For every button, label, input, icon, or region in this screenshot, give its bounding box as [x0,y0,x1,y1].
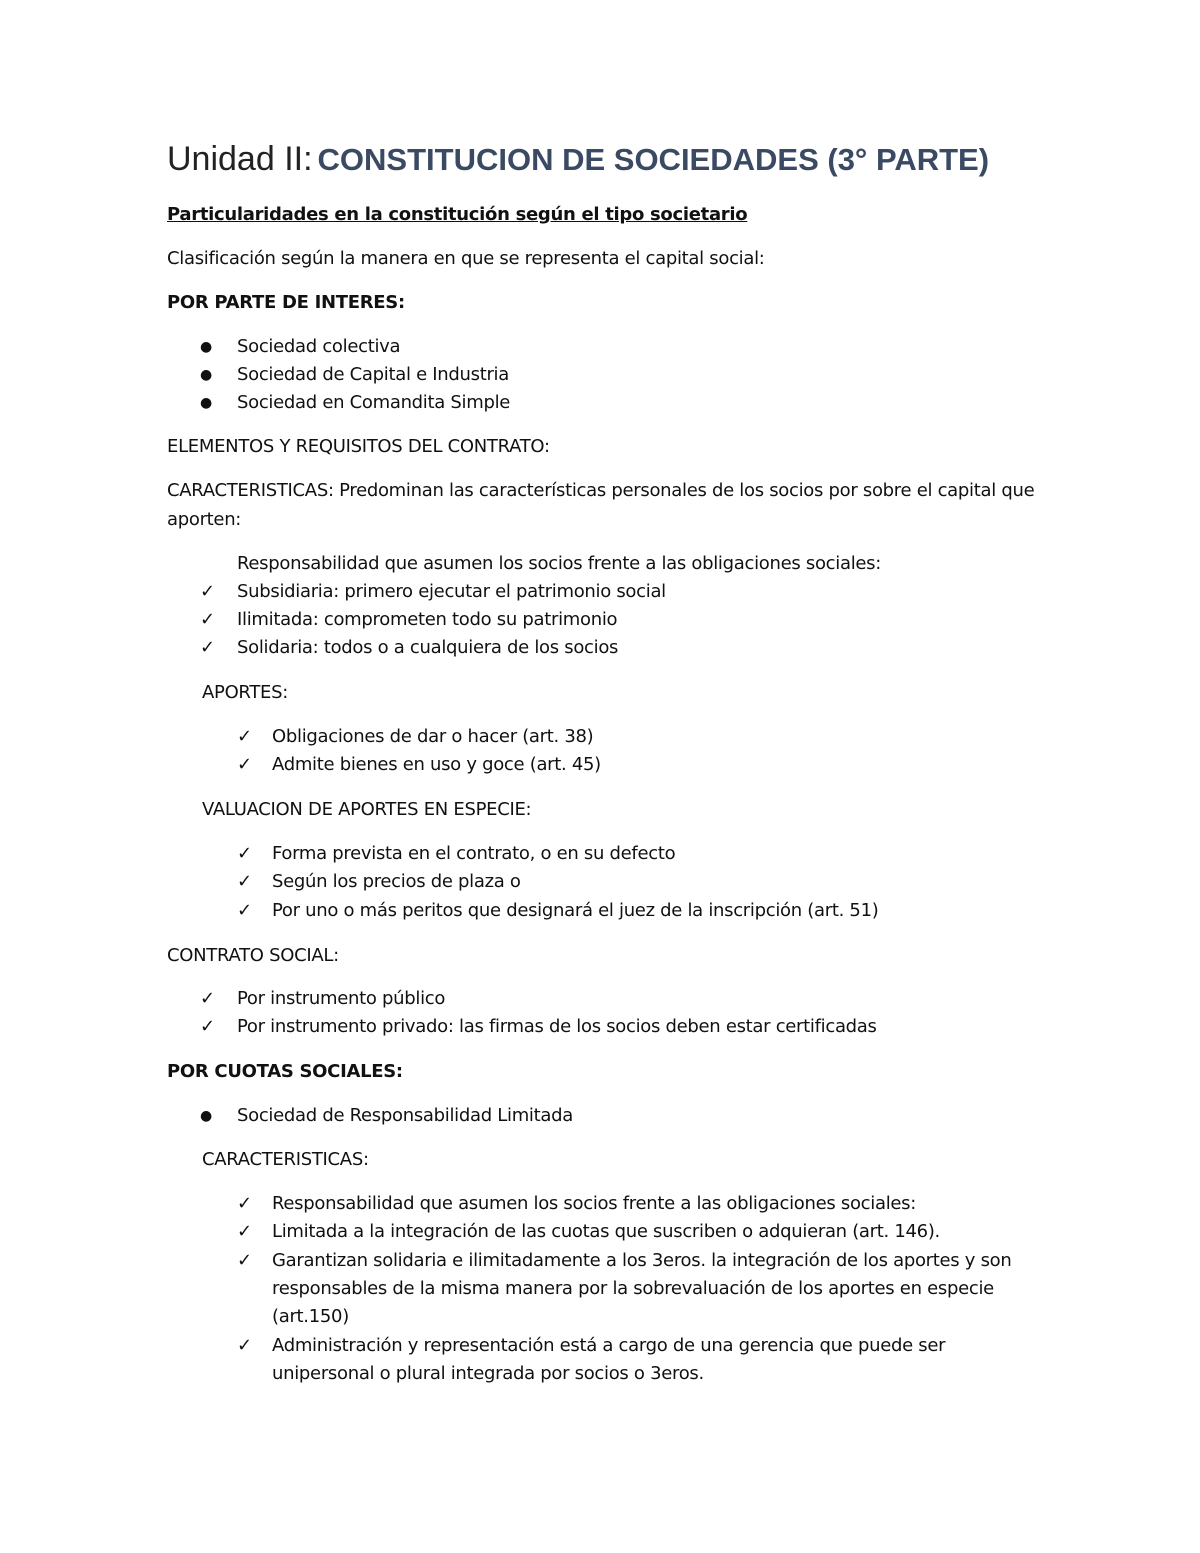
caracteristicas-line-1: CARACTERISTICAS: Predominan las características personales de los socios por sobre el capital que [167,480,1035,501]
heading-valuacion: VALUACION DE APORTES EN ESPECIE: [202,799,532,820]
list-item: Subsidiaria: primero ejecutar el patrimonio social [237,581,666,602]
checkmark-icon: ✓ [200,637,216,658]
checkmark-icon: ✓ [237,1221,253,1242]
list-item: Sociedad de Capital e Industria [237,364,509,385]
checkmark-icon: ✓ [237,900,253,921]
heading-por-cuotas-sociales: POR CUOTAS SOCIALES: [167,1061,403,1082]
page-title [167,140,989,179]
list-item: Solidaria: todos o a cualquiera de los socios [237,637,619,658]
list-item: Garantizan solidaria e ilimitadamente a los 3eros. la integración de los aportes y son [272,1250,1012,1271]
caracteristicas-line-2: aporten: [167,509,242,530]
heading-elementos: ELEMENTOS Y REQUISITOS DEL CONTRATO: [167,436,550,457]
list-item-continuation: responsables de la misma manera por la sobrevaluación de los aportes en especie [272,1278,994,1299]
checkmark-icon: ✓ [237,1335,253,1356]
heading-por-parte-interes: POR PARTE DE INTERES: [167,292,405,313]
checkmark-icon: ✓ [237,754,253,775]
checkmark-icon: ✓ [200,609,216,630]
list-item-continuation: (art.150) [272,1306,349,1327]
section-subtitle: Particularidades en la constitución según el tipo societario [167,204,748,225]
checkmark-icon: ✓ [237,1250,253,1271]
checkmark-icon: ✓ [200,581,216,602]
bullet-icon: ● [200,395,213,411]
list-item: Administración y representación está a cargo de una gerencia que puede ser [272,1335,946,1356]
list-item: Por instrumento público [237,988,446,1009]
checkmark-icon: ✓ [237,843,253,864]
title-prefix: Unidad II: [167,140,313,178]
checkmark-icon: ✓ [200,1016,216,1037]
list-item: Admite bienes en uso y goce (art. 45) [272,754,601,775]
list-item: Por instrumento privado: las firmas de los socios deben estar certificadas [237,1016,877,1037]
list-item: Según los precios de plaza o [272,871,521,892]
checkmark-icon: ✓ [237,1193,253,1214]
heading-caracteristicas-srl: CARACTERISTICAS: [202,1149,369,1170]
list-item: Por uno o más peritos que designará el juez de la inscripción (art. 51) [272,900,879,921]
bullet-icon: ● [200,339,213,355]
bullet-icon: ● [200,1108,213,1124]
list-item: Sociedad en Comandita Simple [237,392,511,413]
heading-contrato-social: CONTRATO SOCIAL: [167,945,339,966]
heading-aportes: APORTES: [202,682,288,703]
checkmark-icon: ✓ [237,726,253,747]
list-item: Ilimitada: comprometen todo su patrimonio [237,609,618,630]
title-main: CONSTITUCION DE SOCIEDADES (3° PARTE) [317,142,990,177]
list-item: Obligaciones de dar o hacer (art. 38) [272,726,594,747]
checkmark-icon: ✓ [200,988,216,1009]
list-item: Sociedad colectiva [237,336,401,357]
list-item: Sociedad de Responsabilidad Limitada [237,1105,573,1126]
intro-text: Clasificación según la manera en que se representa el capital social: [167,248,765,269]
list-item: Limitada a la integración de las cuotas que suscriben o adquieran (art. 146). [272,1221,940,1242]
list-item: Forma prevista en el contrato, o en su defecto [272,843,676,864]
bullet-icon: ● [200,367,213,383]
list-item-continuation: unipersonal o plural integrada por socios o 3eros. [272,1363,704,1384]
responsabilidad-intro: Responsabilidad que asumen los socios frente a las obligaciones sociales: [237,553,882,574]
checkmark-icon: ✓ [237,871,253,892]
list-item: Responsabilidad que asumen los socios frente a las obligaciones sociales: [272,1193,917,1214]
